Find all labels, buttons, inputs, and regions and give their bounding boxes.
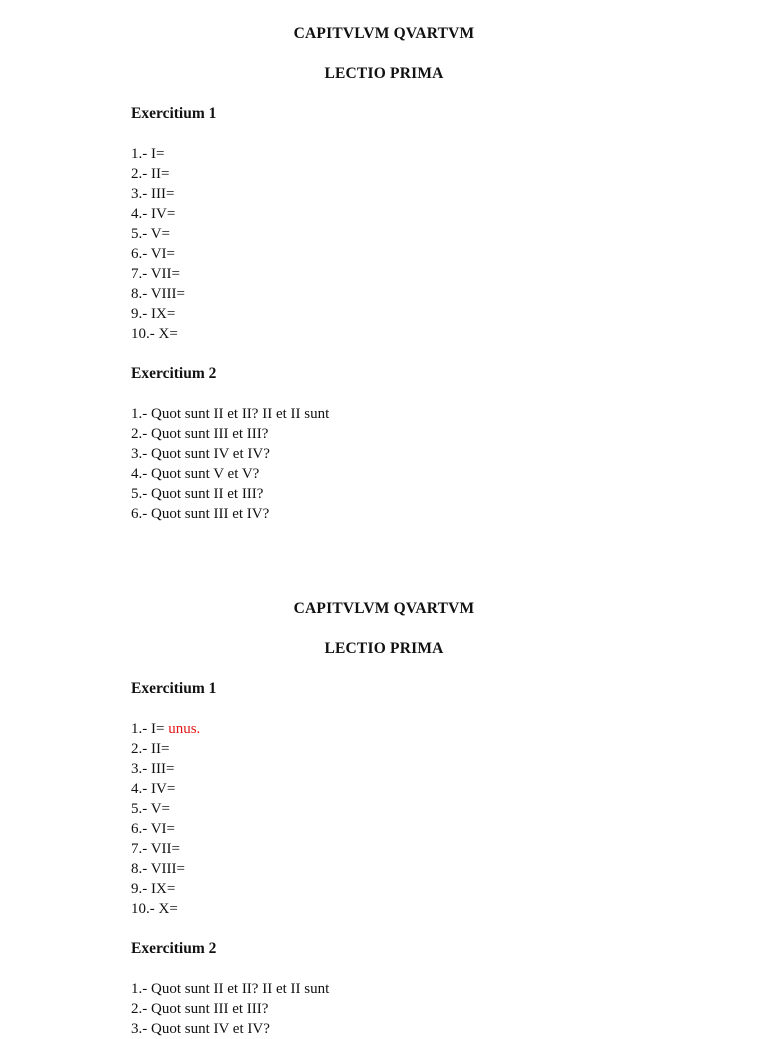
exercise-item bbox=[131, 144, 185, 164]
exercise-item-prompt: 2.- II= bbox=[131, 166, 170, 182]
exercise-item: 3.- Quot sunt IV et IV? bbox=[131, 446, 270, 462]
lesson-title: LECTIO PRIMA bbox=[324, 640, 444, 657]
exercise-item bbox=[131, 779, 200, 799]
exercise-item-prompt: 8.- VIII= bbox=[131, 861, 186, 877]
exercise-item: 1.- Quot sunt II et II? II et II sunt bbox=[131, 406, 330, 422]
exercise-item bbox=[131, 304, 185, 324]
exercise-item bbox=[131, 719, 200, 739]
exercise-item-prompt: 9.- IX= bbox=[131, 881, 176, 897]
exercise-1-heading: Exercitium 1 bbox=[131, 680, 217, 697]
exercise-item bbox=[131, 739, 200, 759]
exercise-item bbox=[131, 819, 200, 839]
exercise-2-list bbox=[131, 979, 329, 1039]
exercise-item-prompt: 3.- III= bbox=[131, 186, 175, 202]
exercise-item bbox=[131, 244, 185, 264]
exercise-item bbox=[131, 759, 200, 779]
exercise-item-prompt: 2.- II= bbox=[131, 741, 170, 757]
exercise-2-list bbox=[131, 404, 329, 524]
lesson-title: LECTIO PRIMA bbox=[324, 65, 444, 82]
exercise-item-prompt: 8.- VIII= bbox=[131, 286, 186, 302]
exercise-item: 5.- Quot sunt II et III? bbox=[131, 486, 264, 502]
exercise-item: 2.- Quot sunt III et III? bbox=[131, 426, 269, 442]
exercise-1-heading: Exercitium 1 bbox=[131, 105, 217, 122]
exercise-item: 4.- Quot sunt V et V? bbox=[131, 466, 260, 482]
exercise-item bbox=[131, 204, 185, 224]
exercise-item-prompt: 10.- X= bbox=[131, 901, 178, 917]
exercise-item-answer: unus. bbox=[168, 721, 201, 737]
exercise-item bbox=[131, 164, 185, 184]
exercise-item bbox=[131, 224, 185, 244]
chapter-title: CAPITVLVM QVARTVM bbox=[293, 25, 475, 42]
exercise-item-prompt: 7.- VII= bbox=[131, 266, 181, 282]
exercise-item bbox=[131, 264, 185, 284]
exercise-item-prompt: 4.- IV= bbox=[131, 781, 176, 797]
exercise-item-prompt: 6.- VI= bbox=[131, 246, 176, 262]
exercise-item-prompt: 1.- I= bbox=[131, 146, 165, 162]
exercise-item-prompt: 10.- X= bbox=[131, 326, 178, 342]
exercise-item bbox=[131, 879, 200, 899]
exercise-2-heading: Exercitium 2 bbox=[131, 940, 217, 957]
exercise-item bbox=[131, 324, 185, 344]
chapter-title: CAPITVLVM QVARTVM bbox=[293, 600, 475, 617]
exercise-item: 3.- Quot sunt IV et IV? bbox=[131, 1021, 270, 1037]
exercise-item bbox=[131, 899, 200, 919]
exercise-item-prompt: 7.- VII= bbox=[131, 841, 181, 857]
exercise-item: 1.- Quot sunt II et II? II et II sunt bbox=[131, 981, 330, 997]
exercise-item: 2.- Quot sunt III et III? bbox=[131, 1001, 269, 1017]
exercise-1-list bbox=[131, 144, 185, 344]
exercise-item-prompt: 1.- I= bbox=[131, 721, 169, 737]
exercise-item-prompt: 4.- IV= bbox=[131, 206, 176, 222]
exercise-2-heading: Exercitium 2 bbox=[131, 365, 217, 382]
exercise-item bbox=[131, 799, 200, 819]
exercise-item: 6.- Quot sunt III et IV? bbox=[131, 506, 270, 522]
exercise-item bbox=[131, 859, 200, 879]
exercise-item-prompt: 5.- V= bbox=[131, 801, 171, 817]
exercise-item-prompt: 9.- IX= bbox=[131, 306, 176, 322]
exercise-item-prompt: 3.- III= bbox=[131, 761, 175, 777]
exercise-item bbox=[131, 184, 185, 204]
exercise-item-prompt: 5.- V= bbox=[131, 226, 171, 242]
exercise-item bbox=[131, 284, 185, 304]
exercise-1-list bbox=[131, 719, 200, 919]
exercise-item-prompt: 6.- VI= bbox=[131, 821, 176, 837]
exercise-item bbox=[131, 839, 200, 859]
